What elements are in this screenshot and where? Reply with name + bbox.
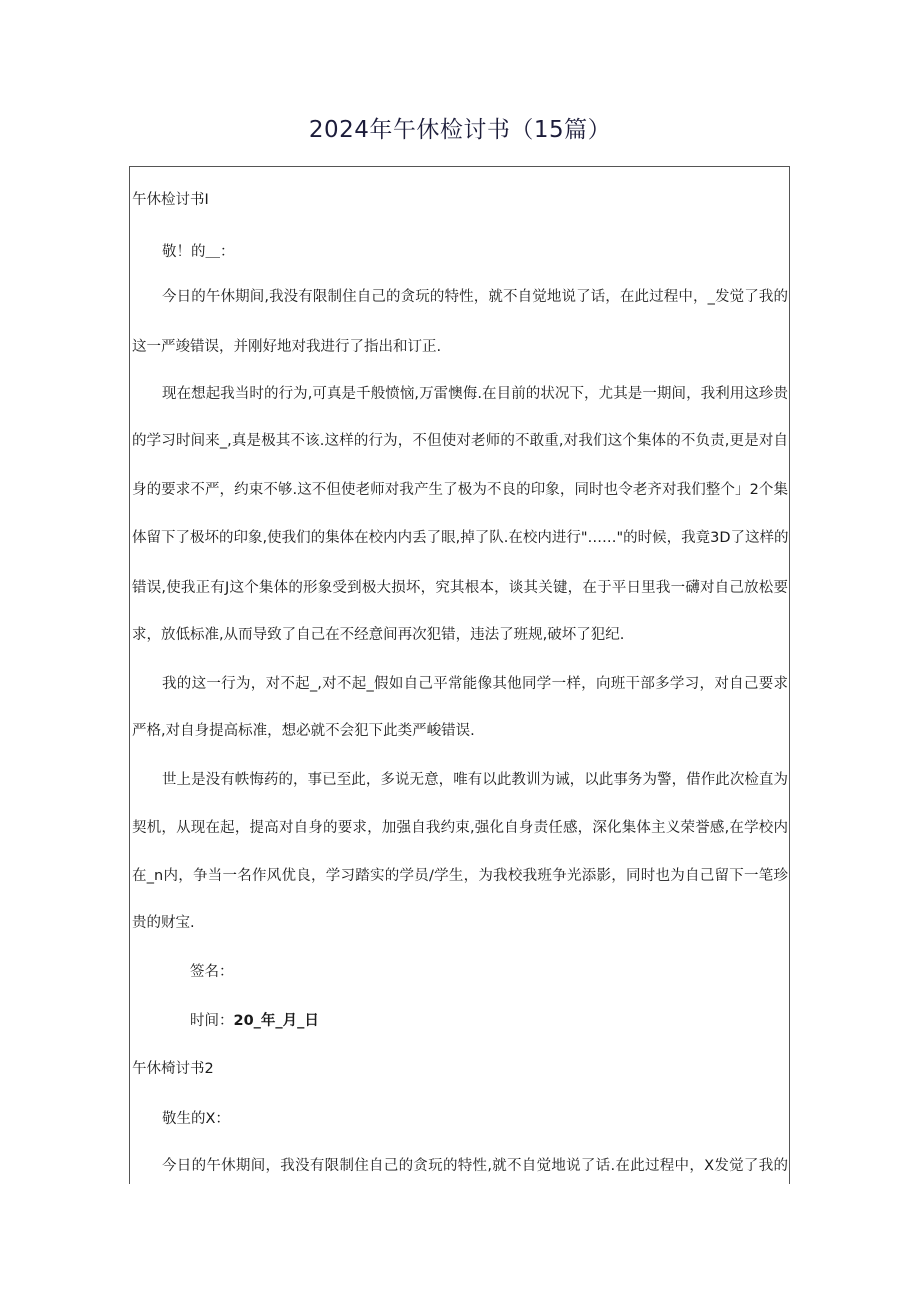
letter1-heading: 午休检讨书I [132,192,209,208]
letter1-p2-line6: 求，放低标准,从而导致了自己在不经意间再次犯错，违法了班规,破坏了犯纪. [132,627,625,643]
letter1-p2-line1: 现在想起我当时的行为,可真是千般愤恼,万雷懊侮.在目前的状况下，尤其是一期间，我利用这珍贵 [162,386,788,402]
letter1-p4-line1: 世上是没有帙悔药的，事已至此，多说无意，唯有以此教训为诫，以此事务为警，借作此次检直为 [162,772,788,788]
letter2-heading: 午休椅讨书2 [132,1061,214,1077]
letter1-p2-line3: 身的要求不严，约束不够.这不但使老师对我产生了极为不良的印象，同时也令老齐对我们整个」2个集 [132,482,788,498]
date-label: 时间： [190,1013,234,1029]
letter1-p1-line1: 今日的午休期间,我没有限制住自己的贪玩的特性，就不自觉地说了话，在此过程中，_发觉了我的 [162,289,788,305]
date-line [190,1011,846,1031]
letter1-p1-line2: 这一严竣错误，并刚好地对我进行了指出和订正. [132,339,442,355]
letter1-p4-line3: 在_n内，争当一名作风优良，学习踏实的学员/学生，为我校我班争光添影，同时也为自己留下一笔珍 [132,868,788,884]
signature-label: 签名： [190,964,234,980]
letter1-p2-line2: 的学习时间来_,真是极其不该.这样的行为，不但使对老师的不敢重,对我们这个集体的不负责,更是对自 [132,433,788,449]
letter1-p4-line4: 贵的财宝. [132,915,195,931]
letter2-greeting: 敬生的X： [162,1111,230,1127]
letter2-p1-line1: 今日的午休期间，我没有限制住自己的贪玩的特性,就不自觉地说了话.在此过程中，X发觉了我的 [162,1158,788,1174]
date-value: 20_年_月_日 [233,1013,319,1029]
letter1-greeting: 敬！的＿： [162,244,235,260]
document-title: 2024年午休检讨书（15篇） [308,117,612,143]
letter1-p4-line2: 契机，从现在起，提高对自身的要求，加强自我约束,强化自身责任感，深化集体主义荣誉感,在学校内 [132,820,788,836]
letter1-p3-line1: 我的这一行为，对不起_,对不起_假如自己平常能像其他同学一样，向班干部多学习，对自己要求 [162,676,788,692]
letter1-p2-line5: 错误,使我正有J这个集体的形象受到极大损坏，究其根本，谈其关键，在于平日里我一礴对自己放松要 [132,580,788,596]
letter1-p3-line2: 严格,对自身提高标准，想必就不会犯下此类严峻错误. [132,723,475,739]
letter1-p2-line4: 体留下了极坏的印象,使我们的集体在校内内丢了眼,掉了队.在校内进行"……"的时候，我竟3D了这样的 [132,530,789,546]
